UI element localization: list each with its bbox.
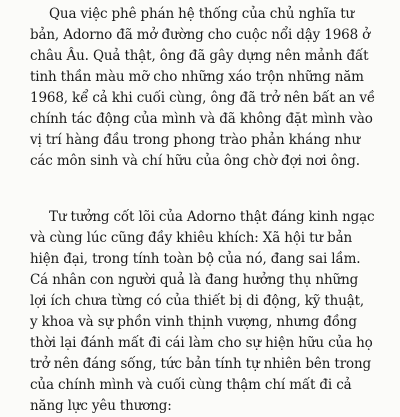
paragraph-line: chính tác động của mình và đã không đặt mình vào	[30, 111, 373, 127]
paragraph-line: và cùng lúc cũng đầy khiêu khích: Xã hội tư bản	[30, 230, 353, 246]
paragraph-line: thời lại đánh mất đi cái làm cho sự hiện hữu của họ	[30, 335, 373, 351]
paragraph-line: tinh thần màu mỡ cho những xáo trộn những năm	[30, 69, 364, 85]
paragraph-line: hiện đại, trong tính toàn bộ của nó, đang sai lầm.	[30, 251, 361, 267]
paragraph-line: châu Âu. Quả thật, ông đã gây dựng nên mảnh đất	[30, 48, 369, 64]
paragraph-line: bản, Adorno đã mở đường cho cuộc nổi dậy 1968 ở	[30, 27, 371, 43]
paragraph-line: các môn sinh và chí hữu của ông chờ đợi nơi ông.	[30, 153, 360, 169]
paragraph-line: vị trí hàng đầu trong phong trào phản kháng như	[30, 132, 361, 148]
paragraph-line: Tư tưởng cốt lõi của Adorno thật đáng kinh ngạc	[49, 209, 375, 225]
paragraph-line: của chính mình và cuối cùng thậm chí mất đi cả	[30, 377, 352, 393]
paragraph-line: Qua việc phê phán hệ thống của chủ nghĩa tư	[49, 6, 355, 22]
paragraph-line: năng lực yêu thương:	[30, 398, 172, 414]
paragraph-line: trở nên đáng sống, tức bản tính tự nhiên bên trong	[30, 356, 372, 372]
paragraph-line: Cá nhân con người quả là đang hưởng thụ những	[30, 272, 359, 288]
paragraph-line: lợi ích chưa từng có của thiết bị di động, kỹ thuật,	[30, 293, 365, 309]
paragraph-1	[30, 4, 378, 172]
paragraph-line: y khoa và sự phồn vinh thịnh vượng, nhưng đồng	[30, 314, 357, 330]
paragraph-2	[30, 207, 378, 417]
paragraph-line: 1968, kể cả khi cuối cùng, ông đã trở nên bất an về	[30, 90, 376, 106]
